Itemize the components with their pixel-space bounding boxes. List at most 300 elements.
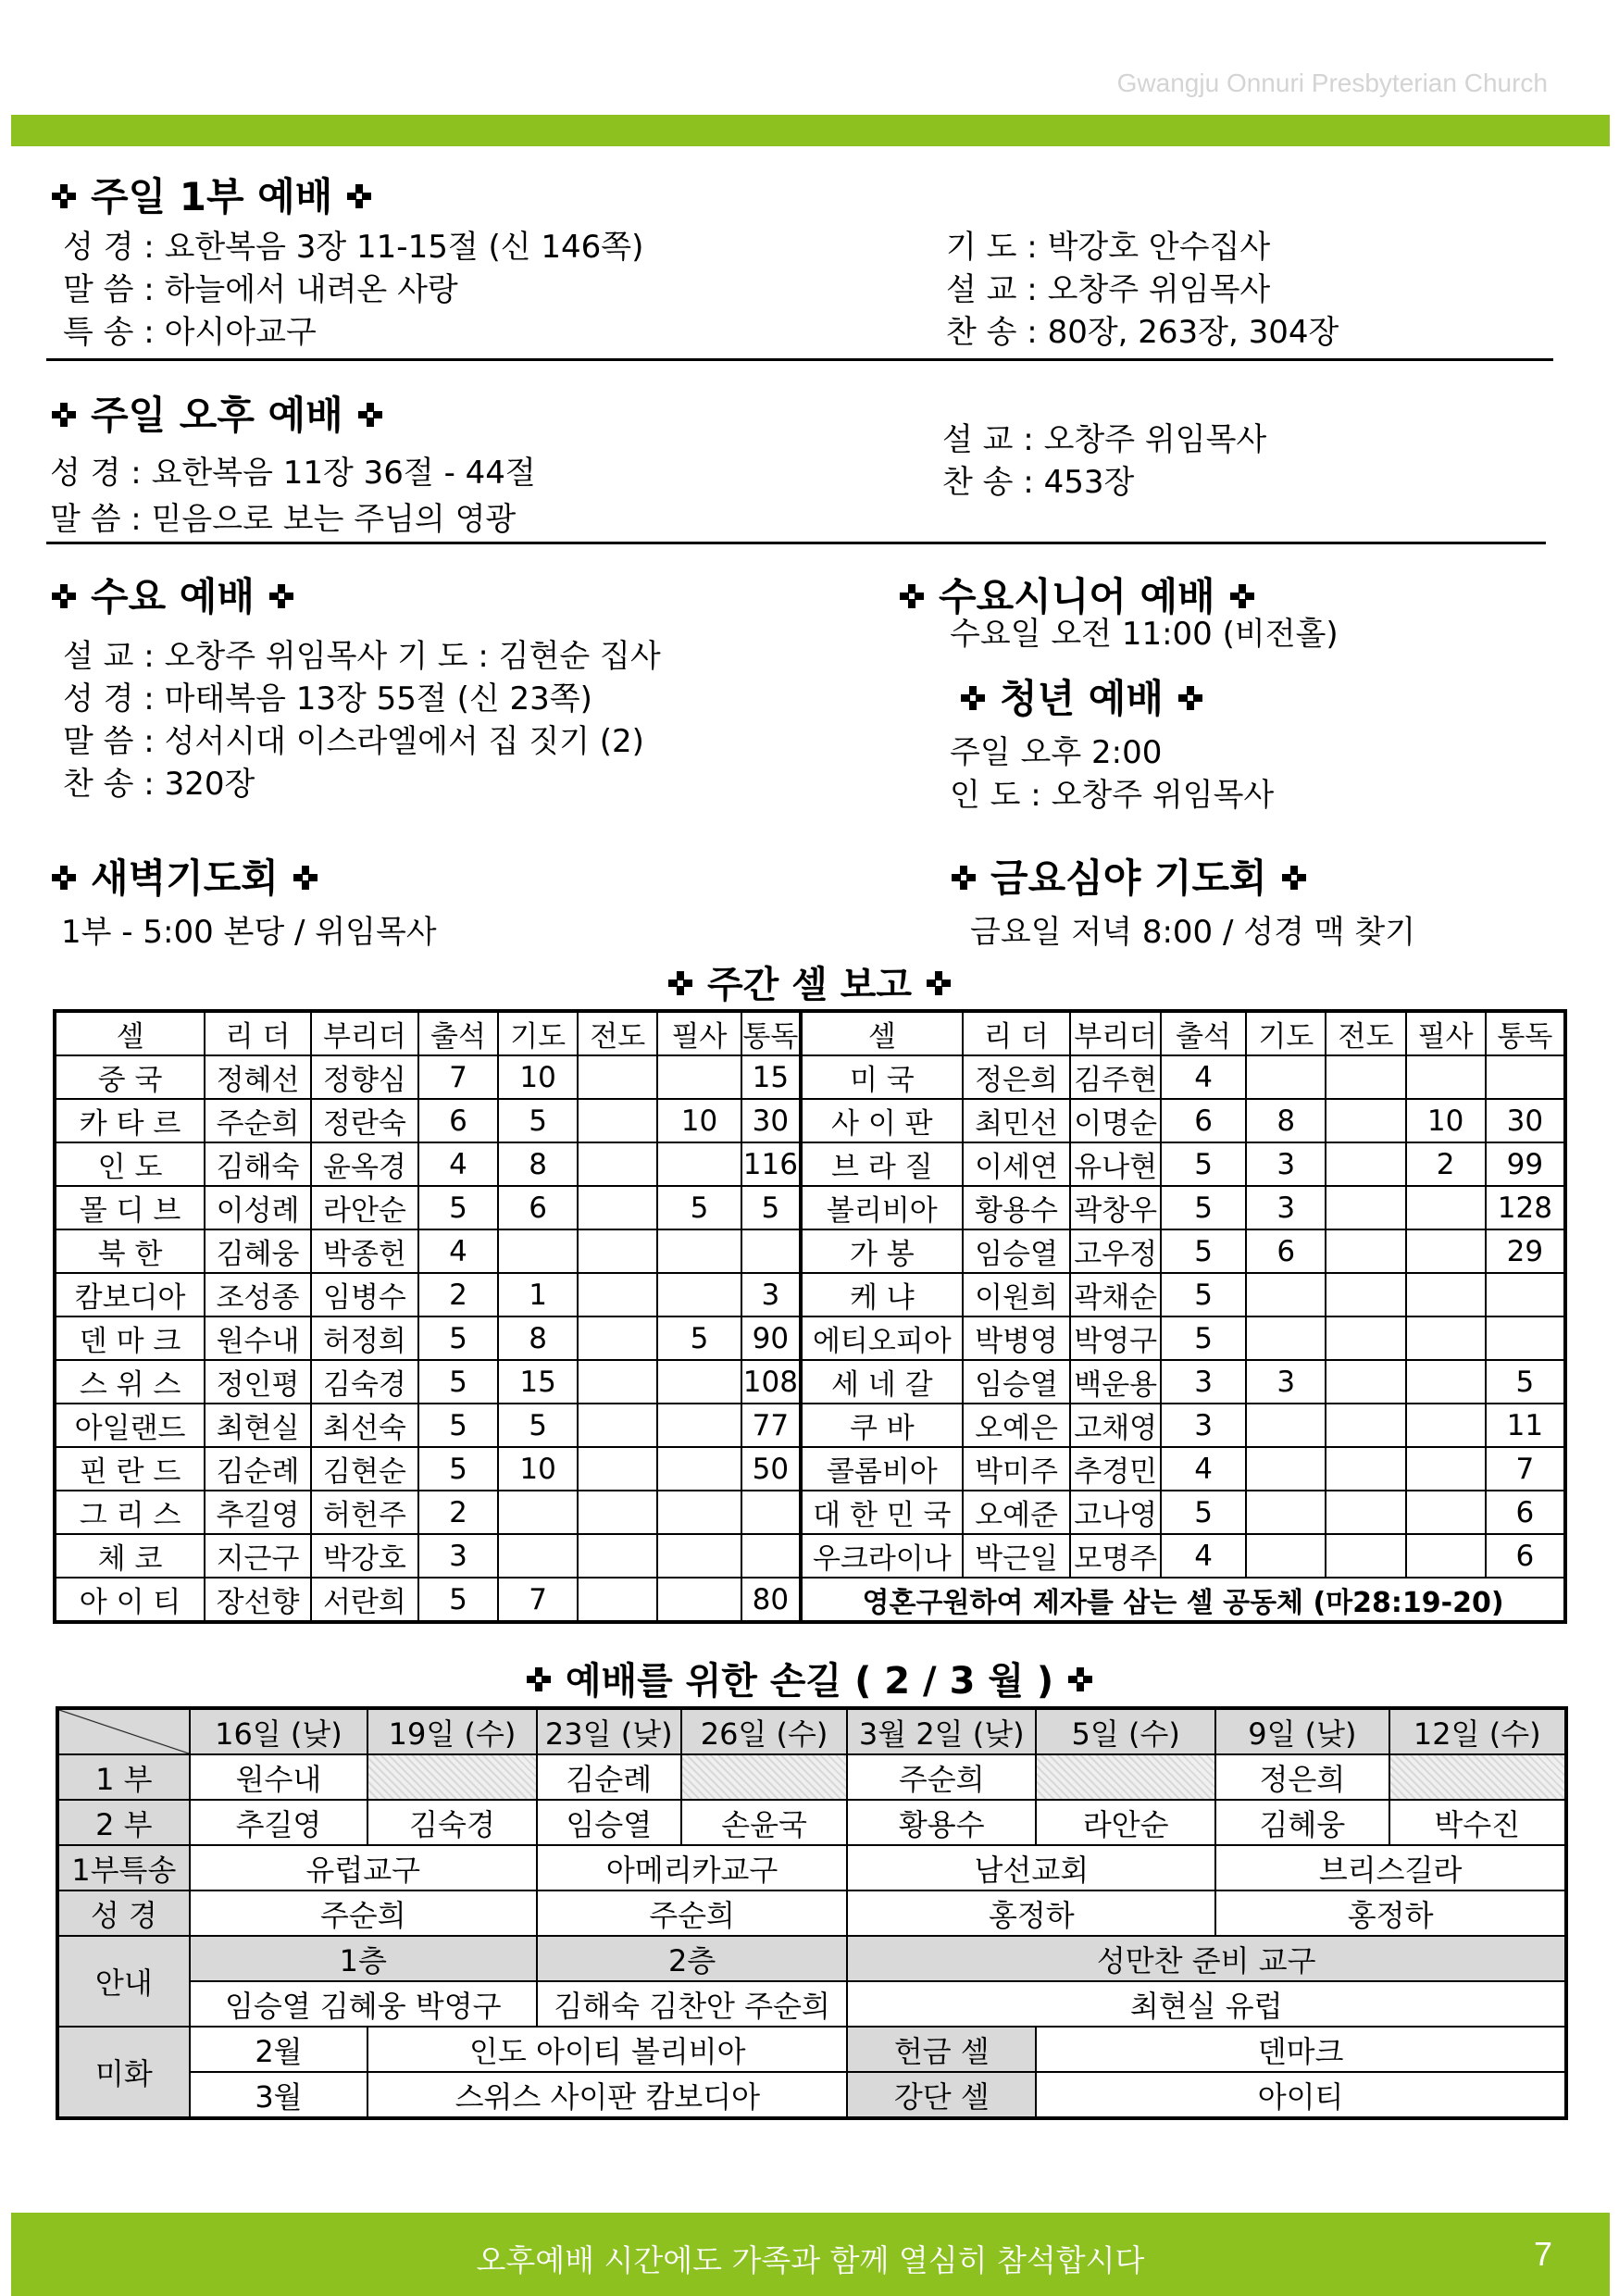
table-cell: 그 리 스 — [55, 1491, 205, 1534]
church-name: Gwangju Onnuri Presbyterian Church — [1116, 69, 1548, 97]
cross-bullet-icon — [52, 866, 76, 890]
table-cell: 15 — [498, 1360, 578, 1404]
helpers-row-guide-floors — [57, 1936, 1566, 1981]
table-cell: 80 — [741, 1578, 802, 1622]
youth-service-heading: 청년 예배 — [946, 668, 1217, 724]
cross-bullet-icon — [1178, 686, 1202, 710]
table-cell: 2 — [1406, 1142, 1486, 1186]
table-cell: 캄보디아 — [55, 1273, 205, 1316]
table-cell — [578, 1099, 657, 1142]
table-cell: 2 — [418, 1491, 498, 1534]
morning-service-heading: 주일 1부 예배 — [37, 167, 386, 222]
table-cell: 10 — [498, 1447, 578, 1491]
table-cell: 29 — [1486, 1229, 1565, 1273]
helper-cell: 유럽교구 — [190, 1845, 537, 1890]
table-cell: 15 — [741, 1055, 802, 1099]
table-cell: 조성종 — [205, 1273, 311, 1316]
cross-bullet-icon — [927, 971, 951, 995]
helper-cell: 원수내 — [190, 1754, 368, 1800]
table-cell: 정혜선 — [205, 1055, 311, 1099]
table-cell: 곽창우 — [1070, 1186, 1160, 1229]
helpers-row-first-service — [57, 1754, 1566, 1800]
table-cell — [1326, 1316, 1405, 1360]
page-number: 7 — [1533, 2235, 1552, 2273]
cell-motto: 영혼구원하여 제자를 삼는 셀 공동체 (마28:19-20) — [801, 1578, 1565, 1622]
column-header: 출석 — [1161, 1011, 1246, 1055]
column-header: 통독 — [1486, 1011, 1565, 1055]
row-label: 미화 — [57, 2027, 190, 2118]
table-row — [55, 1316, 1565, 1360]
table-cell: 5 — [1161, 1491, 1246, 1534]
table-cell: 3 — [418, 1534, 498, 1578]
table-cell: 윤옥경 — [311, 1142, 418, 1186]
table-cell: 5 — [657, 1316, 741, 1360]
table-row — [55, 1229, 1565, 1273]
table-cell — [498, 1534, 578, 1578]
table-cell: 고나영 — [1070, 1491, 1160, 1534]
empty-cell — [367, 1754, 537, 1800]
row-label: 1부특송 — [57, 1845, 190, 1890]
date-cell: 12일 (수) — [1389, 1708, 1567, 1754]
table-cell: 북 한 — [55, 1229, 205, 1273]
table-cell: 3 — [1161, 1404, 1246, 1447]
column-header: 셀 — [55, 1011, 205, 1055]
table-cell: 6 — [1486, 1491, 1565, 1534]
table-cell: 대 한 민 국 — [801, 1491, 962, 1534]
table-cell: 지근구 — [205, 1534, 311, 1578]
table-cell: 김혜웅 — [205, 1229, 311, 1273]
altar-value: 아이티 — [1036, 2072, 1566, 2118]
altar-label: 강단 셀 — [847, 2072, 1036, 2118]
date-cell: 16일 (낮) — [190, 1708, 368, 1754]
column-header: 셀 — [801, 1011, 962, 1055]
table-cell: 라안순 — [311, 1186, 418, 1229]
table-row — [55, 1534, 1565, 1578]
table-cell — [657, 1055, 741, 1099]
column-header: 부리더 — [311, 1011, 418, 1055]
beautify-cells: 인도 아이티 볼리비아 — [367, 2027, 847, 2072]
table-row — [55, 1099, 1565, 1142]
date-cell: 19일 (수) — [367, 1708, 537, 1754]
table-cell: 정은희 — [963, 1055, 1071, 1099]
table-cell — [657, 1229, 741, 1273]
table-cell: 이원희 — [963, 1273, 1071, 1316]
table-corner-cell — [57, 1708, 190, 1754]
cross-bullet-icon — [347, 184, 371, 208]
helpers-row-scripture — [57, 1890, 1566, 1936]
table-cell: 3 — [1246, 1186, 1326, 1229]
helper-cell: 라안순 — [1036, 1800, 1215, 1845]
table-cell: 5 — [1486, 1360, 1565, 1404]
cross-bullet-icon — [358, 403, 382, 427]
cross-bullet-icon — [52, 184, 76, 208]
empty-cell — [681, 1754, 848, 1800]
table-cell: 인 도 — [55, 1142, 205, 1186]
table-cell: 4 — [1161, 1447, 1246, 1491]
cross-bullet-icon — [1230, 584, 1254, 608]
helper-cell: 임승열 — [537, 1800, 681, 1845]
communion-title: 성만찬 준비 교구 — [847, 1936, 1566, 1981]
table-cell: 5 — [418, 1578, 498, 1622]
helper-cell: 김숙경 — [367, 1800, 537, 1845]
helper-cell: 김순례 — [537, 1754, 681, 1800]
table-cell — [1326, 1491, 1405, 1534]
table-cell: 최선숙 — [311, 1404, 418, 1447]
senior-service-time: 수요일 오전 11:00 (비전홀) — [950, 616, 1339, 653]
table-cell — [1246, 1273, 1326, 1316]
table-cell: 모명주 — [1070, 1534, 1160, 1578]
helper-cell: 주순희 — [190, 1890, 537, 1936]
table-cell — [578, 1534, 657, 1578]
helper-cell: 주순희 — [847, 1754, 1036, 1800]
column-header: 필사 — [657, 1011, 741, 1055]
table-cell — [1326, 1099, 1405, 1142]
table-cell — [578, 1229, 657, 1273]
table-cell — [578, 1273, 657, 1316]
table-cell — [498, 1491, 578, 1534]
table-cell: 7 — [498, 1578, 578, 1622]
table-cell — [1406, 1491, 1486, 1534]
morning-service-details-right: 기 도 : 박강호 안수집사 설 교 : 오창주 위임목사 찬 송 : 80장, 263장, 304장 — [946, 229, 1339, 351]
guide-floor-2-names: 김해숙 김찬안 주순희 — [537, 1981, 848, 2027]
afternoon-service-heading: 주일 오후 예배 — [37, 385, 397, 441]
table-cell — [1406, 1447, 1486, 1491]
table-cell — [1486, 1273, 1565, 1316]
friday-prayer-time: 금요일 저녁 8:00 / 성경 맥 찾기 — [970, 914, 1416, 951]
table-cell — [1326, 1229, 1405, 1273]
table-cell — [578, 1186, 657, 1229]
table-cell: 5 — [1161, 1186, 1246, 1229]
table-cell — [657, 1491, 741, 1534]
guide-floor-1: 1층 — [190, 1936, 537, 1981]
helper-cell: 주순희 — [537, 1890, 848, 1936]
table-row — [55, 1360, 1565, 1404]
table-cell: 최민선 — [963, 1099, 1071, 1142]
cell-report-table — [53, 1009, 1567, 1624]
table-row — [55, 1447, 1565, 1491]
table-cell: 박근일 — [963, 1534, 1071, 1578]
table-cell — [498, 1229, 578, 1273]
morning-service-details-left: 성 경 : 요한복음 3장 11-15절 (신 146쪽) 말 씀 : 하늘에서 내려온 사랑 특 송 : 아시아교구 — [63, 229, 644, 351]
table-cell: 108 — [741, 1360, 802, 1404]
table-cell: 6 — [498, 1186, 578, 1229]
table-cell: 8 — [498, 1316, 578, 1360]
helper-cell: 아메리카교구 — [537, 1845, 848, 1890]
table-cell: 사 이 판 — [801, 1099, 962, 1142]
table-cell: 주순희 — [205, 1099, 311, 1142]
table-cell: 5 — [418, 1447, 498, 1491]
table-cell: 황용수 — [963, 1186, 1071, 1229]
table-cell: 미 국 — [801, 1055, 962, 1099]
footer-message: 오후예배 시간에도 가족과 함께 열심히 참석합시다 — [476, 2242, 1145, 2278]
table-cell: 정향심 — [311, 1055, 418, 1099]
table-cell: 정인평 — [205, 1360, 311, 1404]
table-cell: 김순례 — [205, 1447, 311, 1491]
table-cell: 에티오피아 — [801, 1316, 962, 1360]
cross-bullet-icon — [952, 866, 976, 890]
table-cell: 이세연 — [963, 1142, 1071, 1186]
table-cell — [1326, 1404, 1405, 1447]
row-label: 1 부 — [57, 1754, 190, 1800]
table-cell — [578, 1404, 657, 1447]
table-cell: 박미주 — [963, 1447, 1071, 1491]
table-row — [55, 1142, 1565, 1186]
helper-cell: 김혜웅 — [1215, 1800, 1389, 1845]
column-header: 리 더 — [205, 1011, 311, 1055]
offering-value: 덴마크 — [1036, 2027, 1566, 2072]
helper-cell: 정은희 — [1215, 1754, 1389, 1800]
table-cell: 30 — [741, 1099, 802, 1142]
table-cell — [1326, 1534, 1405, 1578]
table-cell: 2 — [418, 1273, 498, 1316]
table-cell: 5 — [498, 1099, 578, 1142]
table-cell: 8 — [498, 1142, 578, 1186]
table-cell: 5 — [741, 1186, 802, 1229]
table-cell: 김해숙 — [205, 1142, 311, 1186]
table-cell: 가 봉 — [801, 1229, 962, 1273]
column-header: 부리더 — [1070, 1011, 1160, 1055]
wednesday-service-heading: 수요 예배 — [37, 567, 308, 622]
helper-cell: 남선교회 — [847, 1845, 1215, 1890]
empty-cell — [1389, 1754, 1567, 1800]
table-cell — [1406, 1360, 1486, 1404]
table-cell: 5 — [1161, 1273, 1246, 1316]
senior-service-heading: 수요시니어 예배 — [885, 567, 1269, 622]
cross-bullet-icon — [269, 584, 293, 608]
table-cell — [1326, 1273, 1405, 1316]
table-cell — [657, 1142, 741, 1186]
table-cell — [1406, 1316, 1486, 1360]
date-cell: 26일 (수) — [681, 1708, 848, 1754]
table-cell: 6 — [418, 1099, 498, 1142]
table-cell: 세 네 갈 — [801, 1360, 962, 1404]
date-cell: 9일 (낮) — [1215, 1708, 1389, 1754]
table-cell: 4 — [1161, 1534, 1246, 1578]
table-cell: 77 — [741, 1404, 802, 1447]
table-cell — [657, 1273, 741, 1316]
helper-cell: 박수진 — [1389, 1800, 1567, 1845]
table-row — [55, 1055, 1565, 1099]
table-cell: 추경민 — [1070, 1447, 1160, 1491]
table-cell — [1326, 1360, 1405, 1404]
table-cell: 고우정 — [1070, 1229, 1160, 1273]
table-cell — [578, 1316, 657, 1360]
offering-label: 헌금 셀 — [847, 2027, 1036, 2072]
table-cell: 스 위 스 — [55, 1360, 205, 1404]
table-cell — [1326, 1142, 1405, 1186]
table-cell: 아 이 티 — [55, 1578, 205, 1622]
helper-cell: 홍정하 — [1215, 1890, 1566, 1936]
table-cell: 박강호 — [311, 1534, 418, 1578]
table-cell: 30 — [1486, 1099, 1565, 1142]
cross-bullet-icon — [52, 584, 76, 608]
helper-cell: 황용수 — [847, 1800, 1036, 1845]
table-cell — [1326, 1447, 1405, 1491]
table-cell: 박종헌 — [311, 1229, 418, 1273]
column-header: 필사 — [1406, 1011, 1486, 1055]
table-cell — [1406, 1229, 1486, 1273]
table-cell: 중 국 — [55, 1055, 205, 1099]
table-cell — [1246, 1055, 1326, 1099]
column-header: 전도 — [578, 1011, 657, 1055]
cross-bullet-icon — [1068, 1667, 1092, 1691]
guide-floor-2: 2층 — [537, 1936, 848, 1981]
table-cell: 백운용 — [1070, 1360, 1160, 1404]
cross-bullet-icon — [1282, 866, 1306, 890]
table-cell: 5 — [1161, 1229, 1246, 1273]
table-cell — [1326, 1186, 1405, 1229]
table-cell: 콜롬비아 — [801, 1447, 962, 1491]
table-cell: 5 — [418, 1186, 498, 1229]
table-cell: 김현순 — [311, 1447, 418, 1491]
table-cell: 볼리비아 — [801, 1186, 962, 1229]
table-cell: 50 — [741, 1447, 802, 1491]
empty-cell — [1036, 1754, 1215, 1800]
helpers-heading: 예배를 위한 손길 ( 2 / 3 월 ) — [0, 1652, 1619, 1704]
table-cell: 아일랜드 — [55, 1404, 205, 1447]
divider — [46, 542, 1546, 544]
table-cell: 99 — [1486, 1142, 1565, 1186]
table-cell: 5 — [498, 1404, 578, 1447]
table-cell: 8 — [1246, 1099, 1326, 1142]
helpers-table — [56, 1706, 1568, 2120]
month-cell: 2월 — [190, 2027, 368, 2072]
table-cell — [1406, 1273, 1486, 1316]
table-cell: 6 — [1246, 1229, 1326, 1273]
cross-bullet-icon — [293, 866, 318, 890]
table-cell: 체 코 — [55, 1534, 205, 1578]
table-row — [55, 1578, 1565, 1622]
table-cell — [741, 1534, 802, 1578]
cross-bullet-icon — [52, 403, 76, 427]
cross-bullet-icon — [527, 1667, 551, 1691]
column-header: 리 더 — [963, 1011, 1071, 1055]
table-cell — [657, 1534, 741, 1578]
table-cell: 오예은 — [963, 1404, 1071, 1447]
wednesday-service-details: 설 교 : 오창주 위임목사 기 도 : 김현순 집사 성 경 : 마태복음 13장 55절 (신 23쪽) 말 씀 : 성서시대 이스라엘에서 집 짓기 (2) 찬 송 : 320장 — [63, 638, 661, 803]
table-row — [55, 1404, 1565, 1447]
helpers-row-special-song — [57, 1845, 1566, 1890]
communion-names: 최현실 유럽 — [847, 1981, 1566, 2027]
table-cell: 브 라 질 — [801, 1142, 962, 1186]
table-cell: 7 — [418, 1055, 498, 1099]
table-row — [55, 1491, 1565, 1534]
table-cell — [657, 1447, 741, 1491]
table-cell — [578, 1578, 657, 1622]
table-cell — [1406, 1055, 1486, 1099]
table-cell: 허헌주 — [311, 1491, 418, 1534]
table-cell — [1246, 1534, 1326, 1578]
table-cell — [1406, 1534, 1486, 1578]
afternoon-service-details-right: 설 교 : 오창주 위임목사 찬 송 : 453장 — [942, 421, 1267, 501]
table-cell: 우크라이나 — [801, 1534, 962, 1578]
table-cell: 유나현 — [1070, 1142, 1160, 1186]
table-cell: 오예준 — [963, 1491, 1071, 1534]
date-cell: 3월 2일 (낮) — [847, 1708, 1036, 1754]
beautify-cells: 스위스 사이판 캄보디아 — [367, 2072, 847, 2118]
table-cell: 3 — [1246, 1360, 1326, 1404]
table-cell: 최현실 — [205, 1404, 311, 1447]
table-cell — [657, 1578, 741, 1622]
table-cell: 5 — [1161, 1142, 1246, 1186]
date-cell: 5일 (수) — [1036, 1708, 1215, 1754]
table-cell: 케 냐 — [801, 1273, 962, 1316]
table-cell: 5 — [418, 1316, 498, 1360]
table-cell — [1246, 1404, 1326, 1447]
helper-cell: 홍정하 — [847, 1890, 1215, 1936]
table-cell: 3 — [741, 1273, 802, 1316]
divider — [46, 358, 1553, 361]
date-cell: 23일 (낮) — [537, 1708, 681, 1754]
table-cell — [578, 1491, 657, 1534]
footer-bar — [11, 2213, 1610, 2296]
table-cell: 11 — [1486, 1404, 1565, 1447]
table-cell: 5 — [1161, 1316, 1246, 1360]
helper-cell: 추길영 — [190, 1800, 368, 1845]
table-cell: 4 — [418, 1142, 498, 1186]
table-cell: 박영구 — [1070, 1316, 1160, 1360]
table-cell: 카 타 르 — [55, 1099, 205, 1142]
table-cell: 3 — [1161, 1360, 1246, 1404]
helpers-row-second-service — [57, 1800, 1566, 1845]
table-cell: 이명순 — [1070, 1099, 1160, 1142]
table-cell: 10 — [498, 1055, 578, 1099]
row-label: 2 부 — [57, 1800, 190, 1845]
row-label: 안내 — [57, 1936, 190, 2027]
table-cell — [1326, 1055, 1405, 1099]
table-cell: 5 — [418, 1360, 498, 1404]
table-cell: 1 — [498, 1273, 578, 1316]
table-cell: 5 — [418, 1404, 498, 1447]
table-cell: 몰 디 브 — [55, 1186, 205, 1229]
table-cell — [1406, 1186, 1486, 1229]
table-cell: 6 — [1161, 1099, 1246, 1142]
table-cell — [578, 1360, 657, 1404]
cell-report-heading: 주간 셀 보고 — [0, 955, 1619, 1008]
table-cell: 128 — [1486, 1186, 1565, 1229]
helpers-row-beautify-mar — [57, 2072, 1566, 2118]
guide-floor-1-names: 임승열 김혜웅 박영구 — [190, 1981, 537, 2027]
table-cell: 추길영 — [205, 1491, 311, 1534]
helpers-date-row — [57, 1708, 1566, 1754]
table-cell: 임병수 — [311, 1273, 418, 1316]
helper-cell: 브리스길라 — [1215, 1845, 1566, 1890]
table-cell: 원수내 — [205, 1316, 311, 1360]
table-cell: 장선향 — [205, 1578, 311, 1622]
table-cell: 김숙경 — [311, 1360, 418, 1404]
table-cell — [1486, 1316, 1565, 1360]
cross-bullet-icon — [961, 686, 985, 710]
table-row — [55, 1186, 1565, 1229]
table-cell: 4 — [1161, 1055, 1246, 1099]
table-row — [55, 1273, 1565, 1316]
column-header: 통독 — [741, 1011, 802, 1055]
table-cell — [657, 1404, 741, 1447]
column-header: 출석 — [418, 1011, 498, 1055]
cross-bullet-icon — [668, 971, 692, 995]
table-cell: 김주현 — [1070, 1055, 1160, 1099]
table-cell: 116 — [741, 1142, 802, 1186]
table-cell: 임승열 — [963, 1229, 1071, 1273]
table-cell: 곽채순 — [1070, 1273, 1160, 1316]
table-cell — [578, 1055, 657, 1099]
cross-bullet-icon — [900, 584, 924, 608]
table-cell: 허정희 — [311, 1316, 418, 1360]
table-cell: 이성례 — [205, 1186, 311, 1229]
month-cell: 3월 — [190, 2072, 368, 2118]
top-green-bar — [11, 115, 1610, 146]
table-cell: 5 — [657, 1186, 741, 1229]
